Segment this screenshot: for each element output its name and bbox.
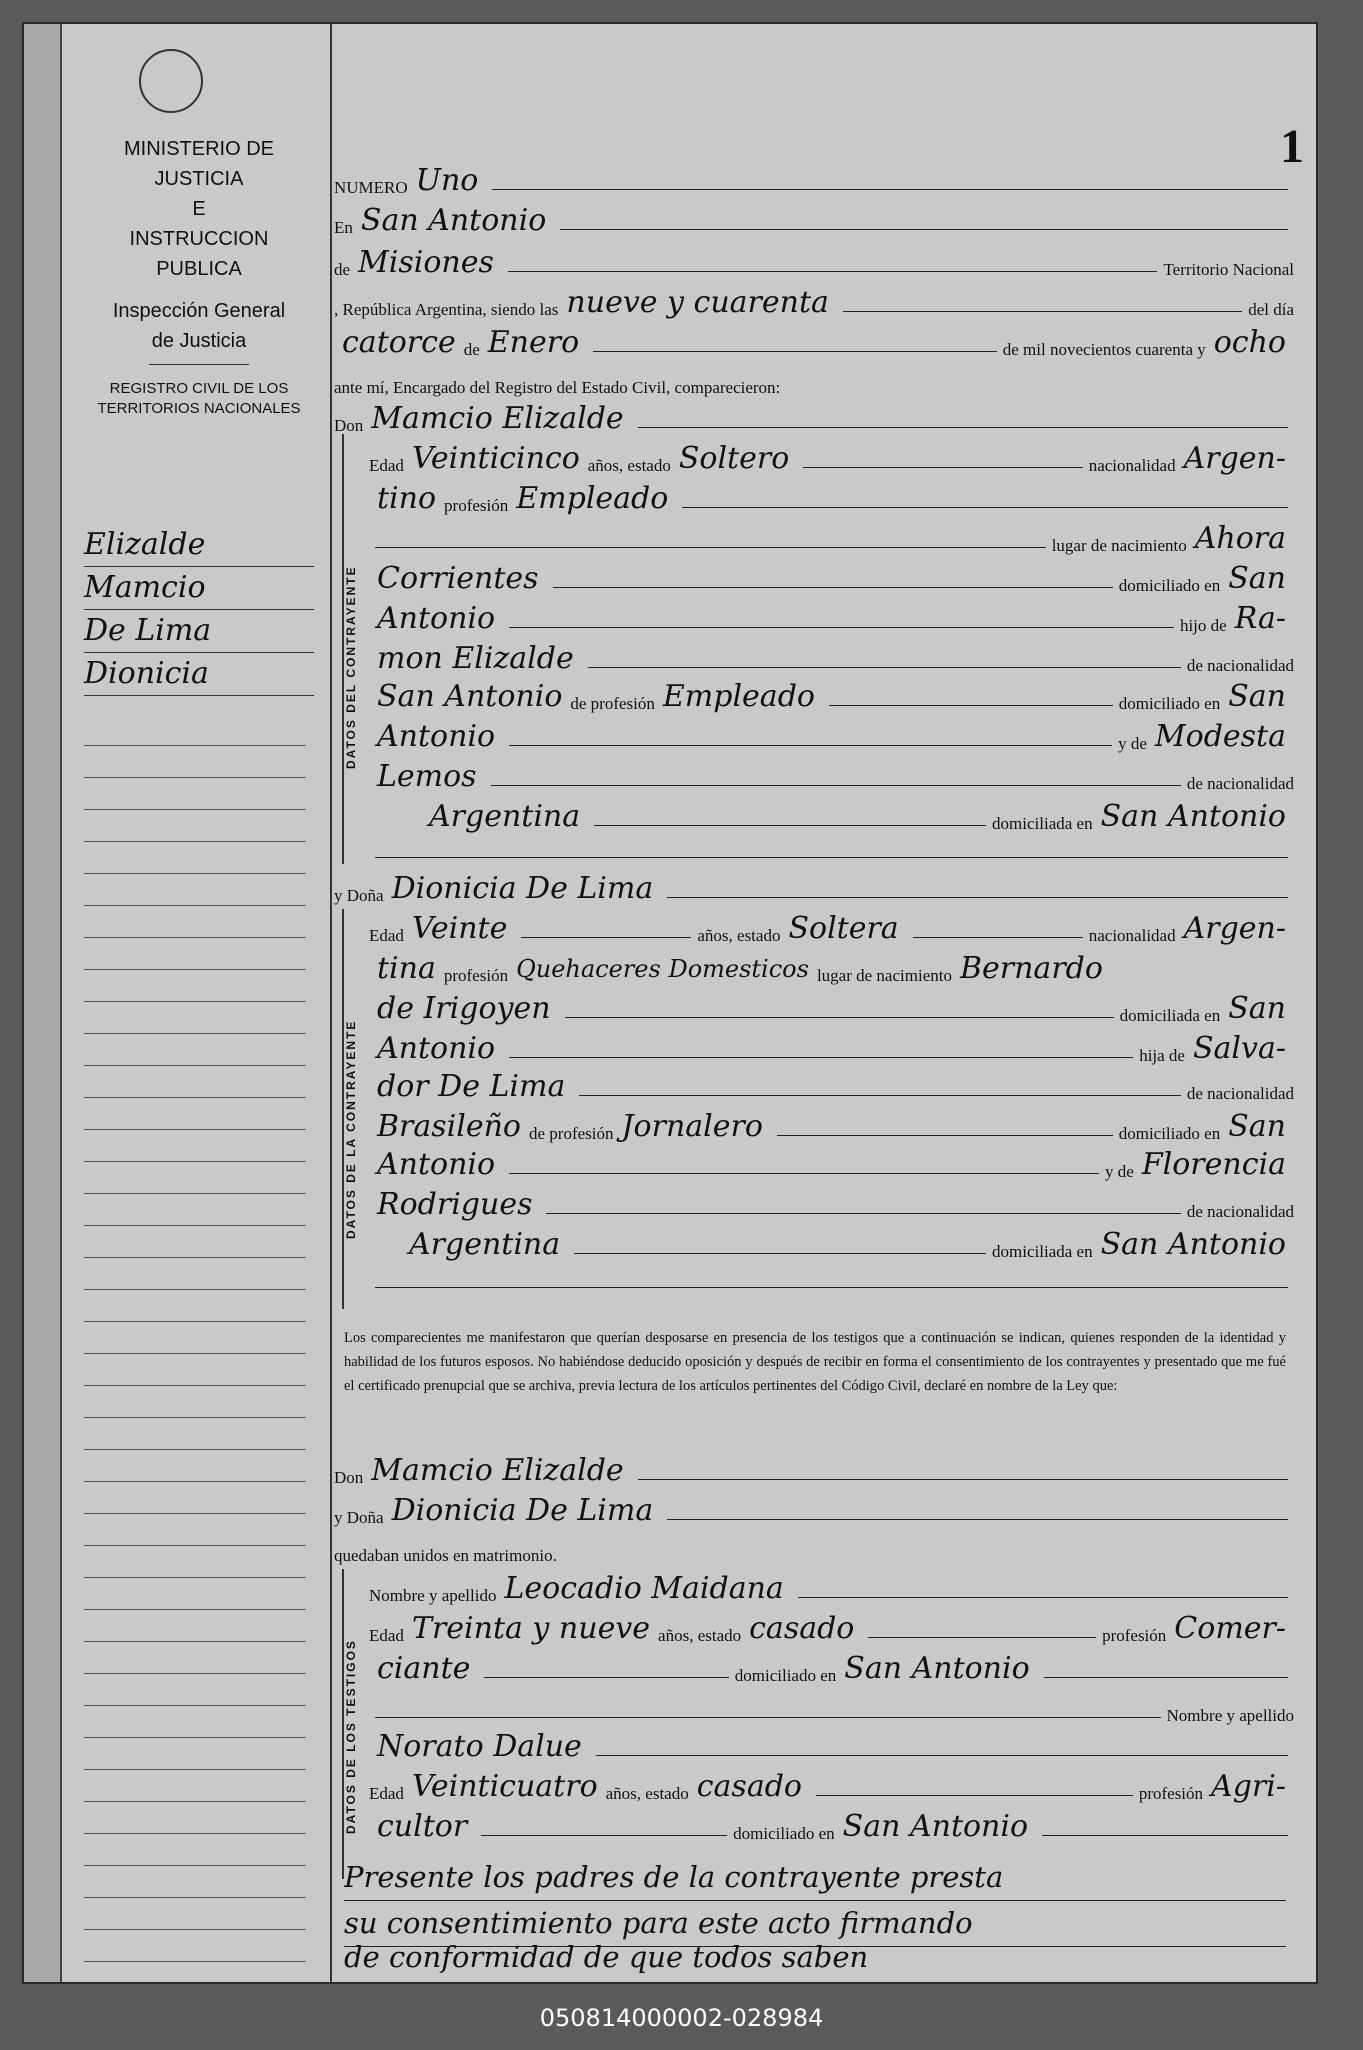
w1-nombre-label: Nombre y apellido xyxy=(369,1586,497,1605)
margin-names xyxy=(84,524,314,696)
ministry-header xyxy=(84,134,314,419)
w2-prof-label: profesión xyxy=(1138,1784,1204,1803)
de-label: de xyxy=(334,260,351,279)
document-id: 050814000002-028984 xyxy=(539,2004,824,2032)
row-decl-don xyxy=(334,1454,1294,1488)
row-w1-edad xyxy=(369,1612,1294,1646)
bride-father1: Salva- xyxy=(1192,1031,1286,1066)
row-bride-hija xyxy=(369,1032,1294,1066)
groom-prof-label: profesión xyxy=(444,496,509,515)
decl-dona-label: y Doña xyxy=(334,1508,384,1527)
register-page xyxy=(22,22,1318,1984)
groom-dom2: Antonio xyxy=(377,601,496,636)
margin-name-3: De Lima xyxy=(84,610,314,653)
ministry-line-1: MINISTERIO DE JUSTICIA xyxy=(123,138,274,190)
w1-dom: San Antonio xyxy=(844,1651,1030,1686)
bride-mother-nac-label: de nacionalidad xyxy=(1186,1202,1294,1221)
row-w2-dom xyxy=(369,1810,1294,1844)
groom-father-dom1: San xyxy=(1228,679,1286,714)
en-value: San Antonio xyxy=(360,203,547,238)
dona-label: y Doña xyxy=(334,886,384,905)
w1-edad: Treinta y nueve xyxy=(411,1611,651,1646)
row-ante xyxy=(334,364,1294,398)
row-groom-edad xyxy=(369,442,1294,476)
inspection-line-1: Inspección General xyxy=(112,300,286,322)
bride-father-dom1: San xyxy=(1228,1109,1286,1144)
numero-value: Uno xyxy=(415,163,479,198)
registry-line-1: REGISTRO CIVIL DE LOS xyxy=(109,380,289,397)
ministry-line-3: INSTRUCCION PUBLICA xyxy=(129,228,269,280)
header-divider xyxy=(149,364,249,365)
w1-name: Leocadio Maidana xyxy=(504,1571,784,1606)
w2-prof2: cultor xyxy=(377,1809,468,1844)
bride-name: Dionicia De Lima xyxy=(391,871,654,906)
bride-mother2: Rodrigues xyxy=(377,1187,533,1222)
bride-edad: Veinte xyxy=(411,911,508,946)
row-groom-blank xyxy=(369,832,1294,866)
note-line-1: Presente los padres de la contrayente presta xyxy=(344,1854,1286,1901)
groom-mother-dom-label: domiciliada en xyxy=(992,814,1093,833)
bride-mother-dom: San Antonio xyxy=(1100,1227,1286,1262)
bride-dom-label: domiciliada en xyxy=(1119,1006,1221,1025)
groom-father2: mon Elizalde xyxy=(377,641,574,676)
bride-dom2: Antonio xyxy=(377,1031,496,1066)
bride-mother-nac: Argentina xyxy=(409,1227,561,1262)
bride-prof-label: profesión xyxy=(443,966,509,985)
row-w1-dom xyxy=(369,1652,1294,1686)
territorio-label: Territorio Nacional xyxy=(1163,260,1294,279)
w1-estado: casado xyxy=(749,1611,855,1646)
margin-name-1: Elizalde xyxy=(84,524,314,567)
row-groom-mother-dom xyxy=(369,800,1294,834)
row-bride-name xyxy=(334,872,1294,906)
bride-y-de: y de xyxy=(1105,1162,1134,1181)
bride-father-prof-label: de profesión xyxy=(529,1124,614,1143)
w2-edad: Veinticuatro xyxy=(411,1769,598,1804)
w2-prof1: Agri- xyxy=(1211,1769,1286,1804)
section-label-bride: DATOS DE LA CONTRAYENTE xyxy=(344,1019,358,1239)
unidos-label: quedaban unidos en matrimonio. xyxy=(334,1546,557,1565)
row-groom-profesion xyxy=(369,482,1294,516)
groom-mother-dom: San Antonio xyxy=(1100,799,1286,834)
groom-estado: Soltero xyxy=(678,441,790,476)
margin-name-2: Mamcio xyxy=(84,567,314,610)
bride-mother1: Florencia xyxy=(1141,1147,1286,1182)
dia-value: catorce xyxy=(342,325,456,360)
groom-nac-label: nacionalidad xyxy=(1088,456,1176,475)
bride-lugar-label: lugar de nacimiento xyxy=(816,966,952,985)
groom-mother-nac: Argentina xyxy=(429,799,581,834)
w2-dom-label: domiciliado en xyxy=(733,1824,835,1843)
groom-father-dom-label: domiciliado en xyxy=(1118,694,1221,713)
row-bride-profesion xyxy=(369,952,1294,986)
groom-nac1: Argen- xyxy=(1183,441,1286,476)
groom-lugar2: Corrientes xyxy=(377,561,539,596)
row-w2-nombre-label xyxy=(369,1692,1294,1726)
row-groom-father xyxy=(369,642,1294,676)
groom-mother1: Modesta xyxy=(1154,719,1286,754)
bride-lugar2: de Irigoyen xyxy=(377,991,551,1026)
section-label-groom: DATOS DEL CONTRAYENTE xyxy=(344,565,358,769)
row-republica xyxy=(334,286,1294,320)
row-bride-mother-dom xyxy=(369,1228,1294,1262)
hora-value: nueve y cuarenta xyxy=(566,285,829,320)
mil-label: de mil novecientos cuarenta y xyxy=(1002,340,1206,359)
groom-nac2: tino xyxy=(377,481,437,516)
bride-nac-label: nacionalidad xyxy=(1088,926,1176,945)
groom-father-nac-label: de nacionalidad xyxy=(1186,656,1294,675)
w2-edad-label: Edad xyxy=(369,1784,404,1803)
row-groom-father-prof xyxy=(369,680,1294,714)
mes-value: Enero xyxy=(487,325,580,360)
groom-y-de: y de xyxy=(1118,734,1147,753)
bride-father2: dor De Lima xyxy=(377,1069,566,1104)
book-spine xyxy=(24,24,62,1984)
row-groom-name xyxy=(334,402,1294,436)
groom-father-nac: San Antonio xyxy=(377,679,563,714)
decl-don-label: Don xyxy=(334,1468,364,1487)
ante-label: ante mí, Encargado del Registro del Estado Civil, comparecieron: xyxy=(334,378,781,397)
row-w1-name xyxy=(369,1572,1294,1606)
row-numero xyxy=(334,164,1294,198)
decl-dona: Dionicia De Lima xyxy=(391,1493,654,1528)
coat-of-arms-seal xyxy=(139,49,203,113)
groom-father1: Ra- xyxy=(1234,601,1286,636)
section-label-witnesses: DATOS DE LOS TESTIGOS xyxy=(344,1639,358,1834)
groom-mother-nac-label: de nacionalidad xyxy=(1186,774,1294,793)
groom-anos-estado: años, estado xyxy=(587,456,671,475)
row-groom-hijo xyxy=(369,602,1294,636)
declaration-text: Los comparecientes me manifestaron que querían desposarse en presencia de los testigos que a continuación se indican, quienes responden de la identidad y habilidad de los futuros esposos. No habiéndose deducido oposición y después de recibir en forma el consentimiento de los contrayentes y presentado que me fué el certificado prenupcial que se archiva, previa lectura de los artículos pertinentes del Código Civil, declaré en nombre de la Ley que: xyxy=(344,1330,1286,1394)
inspection-line-2: de Justicia xyxy=(151,330,247,352)
w2-dom: San Antonio xyxy=(842,1809,1029,1844)
bride-dom1: San xyxy=(1228,991,1286,1026)
groom-father-prof-label: de profesión xyxy=(570,694,655,713)
bride-anos-estado: años, estado xyxy=(697,926,781,945)
row-groom-mother2 xyxy=(369,760,1294,794)
groom-dom-label: domiciliado en xyxy=(1118,576,1221,595)
row-bride-blank xyxy=(369,1262,1294,1296)
groom-edad-label: Edad xyxy=(369,456,404,475)
w1-edad-label: Edad xyxy=(369,1626,404,1645)
don-label: Don xyxy=(334,416,364,435)
groom-father-dom2: Antonio xyxy=(377,719,496,754)
de-value: Misiones xyxy=(358,245,494,280)
bride-mother-dom-label: domiciliada en xyxy=(992,1242,1093,1261)
del-dia-label: del día xyxy=(1248,300,1294,319)
w1-prof2: ciante xyxy=(377,1651,471,1686)
row-en xyxy=(334,204,1294,238)
en-label: En xyxy=(334,218,353,237)
decl-don: Mamcio Elizalde xyxy=(371,1453,624,1488)
note-line-3: de conformidad de que todos saben xyxy=(344,1940,869,1974)
row-bride-dom xyxy=(369,992,1294,1026)
row-groom-mother xyxy=(369,720,1294,754)
bride-lugar: Bernardo xyxy=(959,951,1103,986)
w2-name: Norato Dalue xyxy=(377,1729,582,1764)
bride-father-dom2: Antonio xyxy=(377,1147,496,1182)
row-groom-dom xyxy=(369,562,1294,596)
groom-hijo-label: hijo de xyxy=(1179,616,1227,635)
row-de xyxy=(334,246,1294,280)
groom-lugar: Ahora xyxy=(1194,521,1286,556)
groom-edad: Veinticinco xyxy=(411,441,580,476)
ministry-line-2: E xyxy=(192,198,206,220)
w2-estado: casado xyxy=(696,1769,802,1804)
row-groom-lugar xyxy=(369,522,1294,556)
bride-nac1: Argen- xyxy=(1183,911,1287,946)
bride-edad-label: Edad xyxy=(369,926,404,945)
row-w2-name xyxy=(369,1730,1294,1764)
bride-father-dom-label: domiciliado en xyxy=(1118,1124,1221,1143)
groom-profesion: Empleado xyxy=(516,481,669,516)
row-bride-father-prof xyxy=(369,1110,1294,1144)
bride-profesion: Quehaceres Domesticos xyxy=(516,955,809,983)
registry-line-2: TERRITORIOS NACIONALES xyxy=(97,400,301,417)
republica-label: , República Argentina, siendo las xyxy=(334,300,559,319)
margin-ruled-lines xyxy=(84,714,306,1964)
row-bride-mother2 xyxy=(369,1188,1294,1222)
row-bride-mother xyxy=(369,1148,1294,1182)
numero-label: NUMERO xyxy=(334,178,408,197)
w1-prof1: Comer- xyxy=(1174,1611,1286,1646)
bride-father-nac-label: de nacionalidad xyxy=(1186,1084,1294,1103)
row-fecha xyxy=(334,326,1294,360)
bride-hija-label: hija de xyxy=(1139,1046,1185,1065)
groom-mother2: Lemos xyxy=(377,759,477,794)
w1-anos-estado: años, estado xyxy=(658,1626,742,1645)
note-line-2: su consentimiento para este acto firmando xyxy=(344,1900,1286,1947)
bride-father-prof: Jornalero xyxy=(621,1109,763,1144)
w1-prof-label: profesión xyxy=(1102,1626,1167,1645)
w2-anos-estado: años, estado xyxy=(605,1784,689,1803)
bride-father-nac: Brasileño xyxy=(377,1109,521,1144)
page-number: 1 xyxy=(1280,120,1304,173)
groom-father-prof: Empleado xyxy=(662,679,815,714)
row-bride-edad xyxy=(369,912,1294,946)
row-bride-father xyxy=(369,1070,1294,1104)
w2-nombre-label: Nombre y apellido xyxy=(1166,1706,1294,1725)
groom-lugar-label: lugar de nacimiento xyxy=(1051,536,1187,555)
de2-label: de xyxy=(463,340,480,359)
row-unidos xyxy=(334,1532,1294,1566)
row-w2-edad xyxy=(369,1770,1294,1804)
anio-value: ocho xyxy=(1213,325,1286,360)
w1-dom-label: domiciliado en xyxy=(734,1666,837,1685)
bride-nac2: tina xyxy=(377,951,436,986)
bride-estado: Soltera xyxy=(788,911,899,946)
row-decl-dona xyxy=(334,1494,1294,1528)
groom-dom1: San xyxy=(1228,561,1286,596)
margin-name-4: Dionicia xyxy=(84,653,314,696)
groom-name: Mamcio Elizalde xyxy=(371,401,624,436)
